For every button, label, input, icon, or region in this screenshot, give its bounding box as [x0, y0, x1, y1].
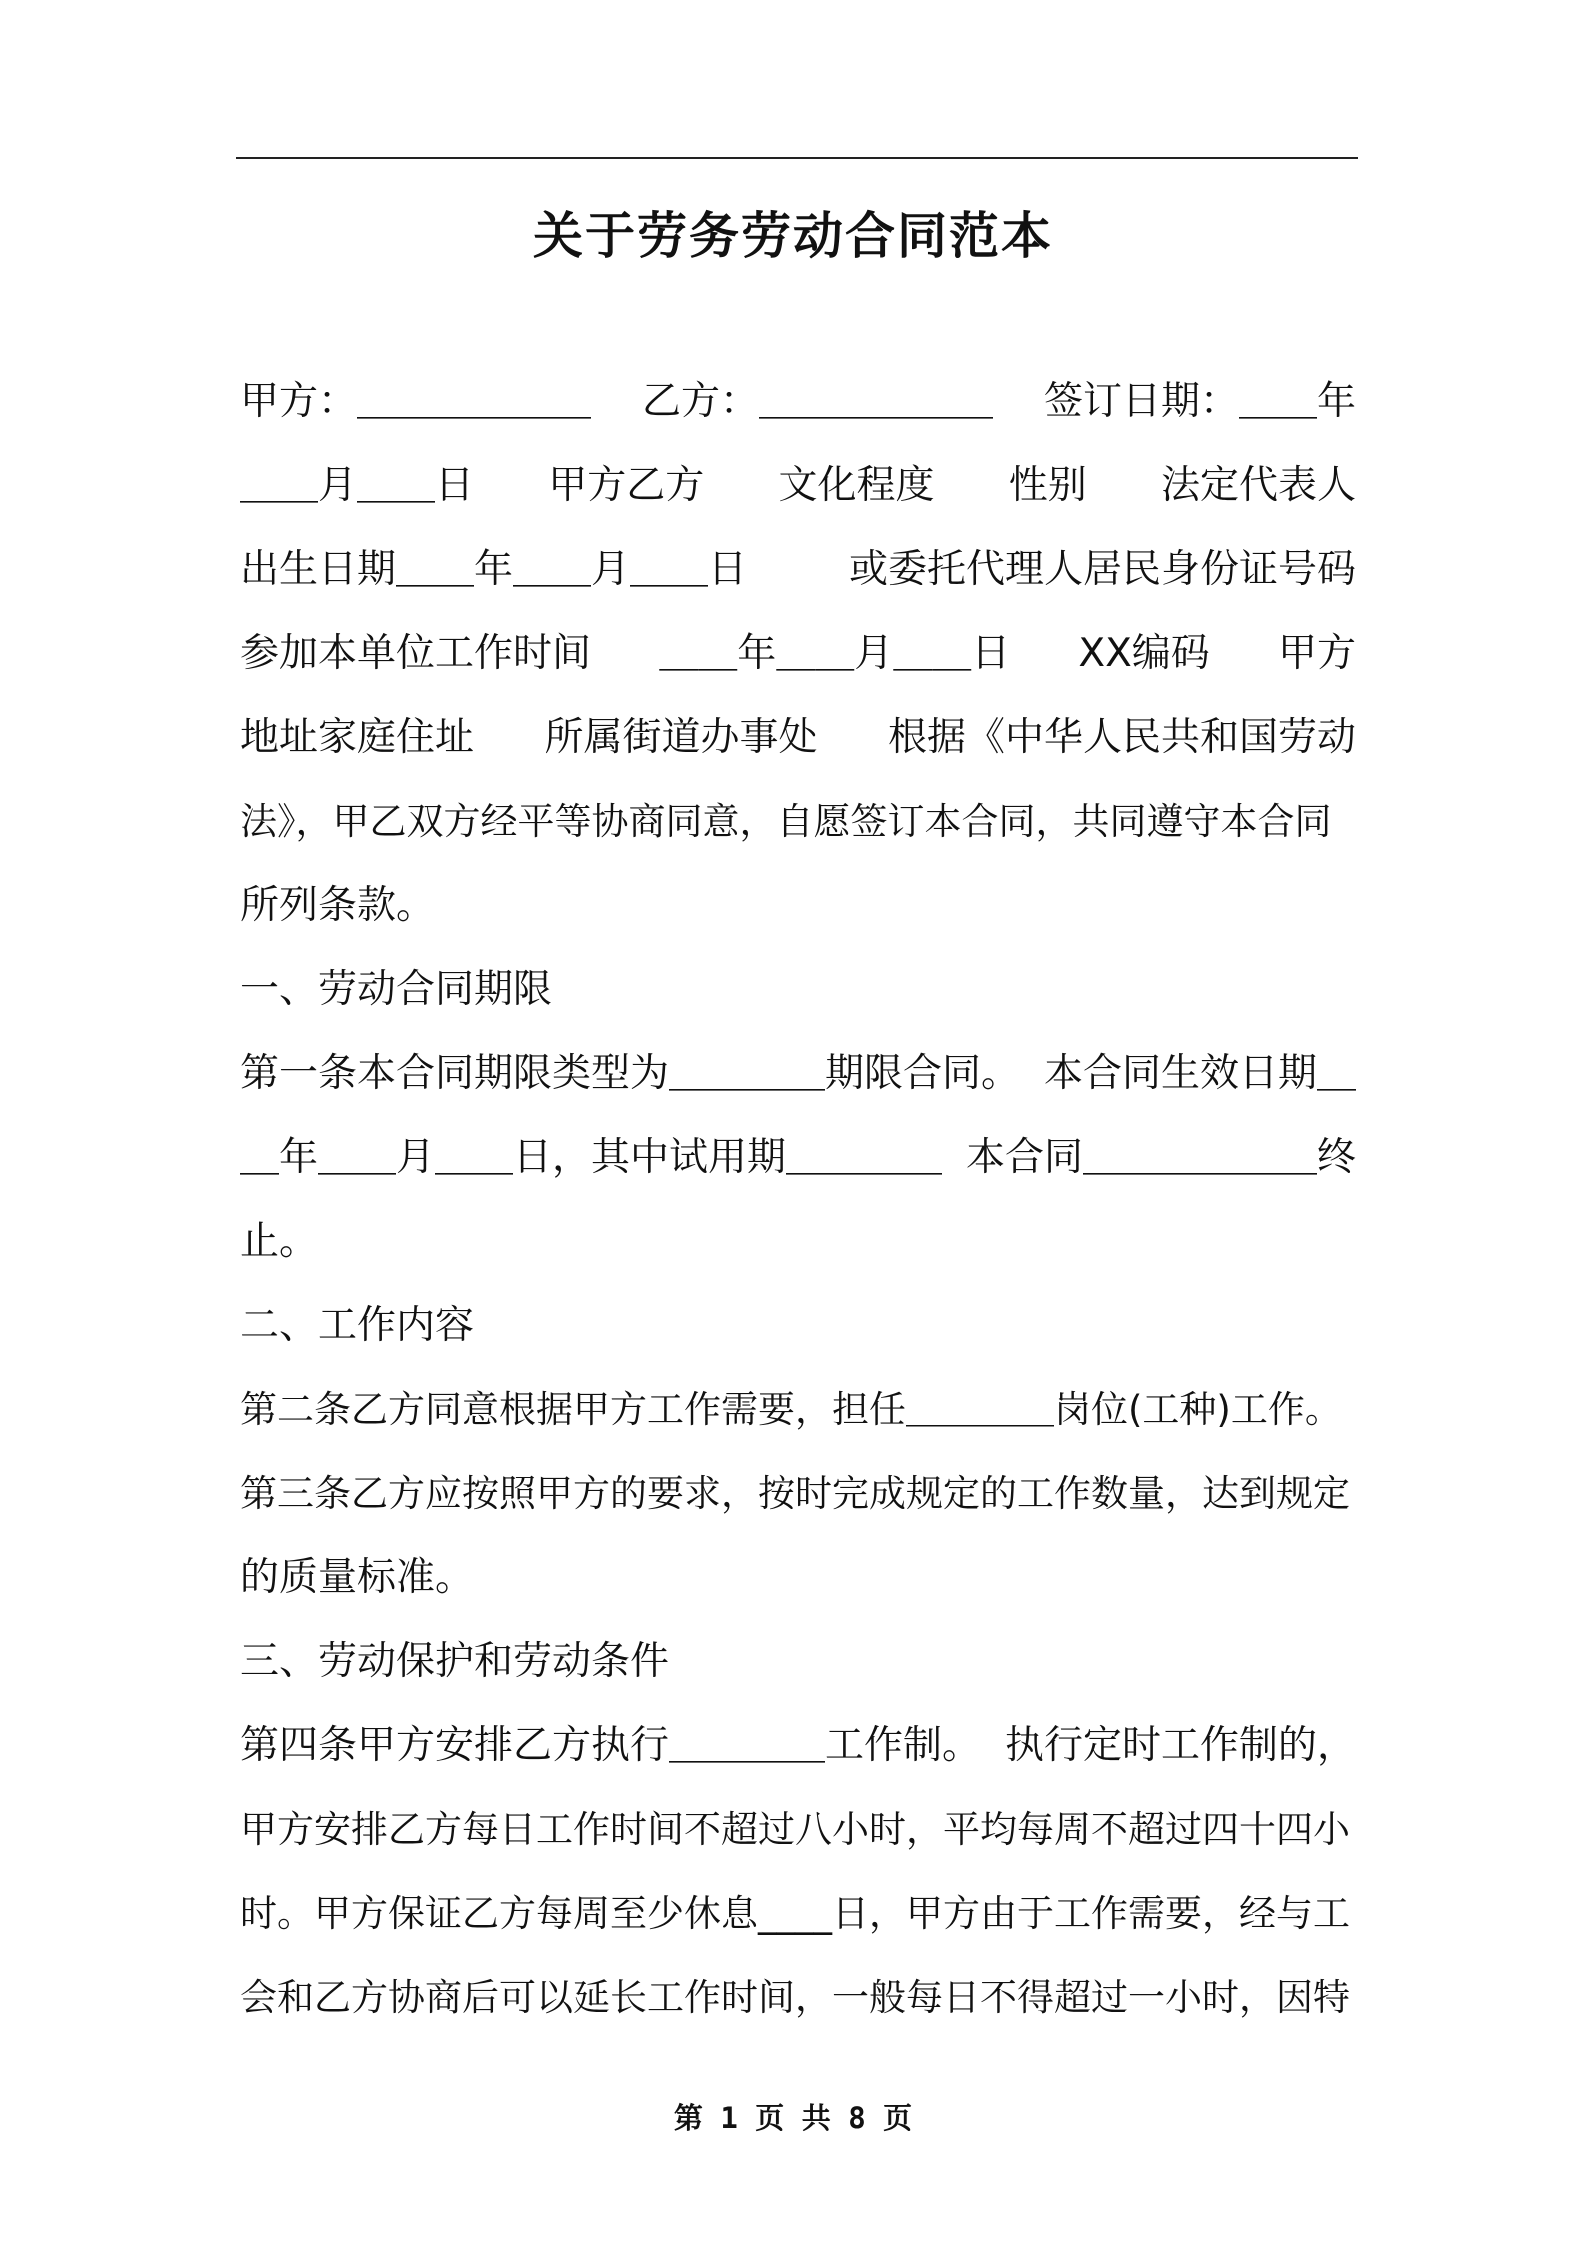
text-line [240, 1704, 1356, 1788]
text-line [240, 780, 1356, 864]
text-segment: XX编码 [1078, 631, 1210, 676]
text-line [240, 864, 1356, 948]
text-segment: 法》，甲乙双方经平等协商同意，自愿签订本合同，共同遵守本合同 [240, 800, 1332, 843]
text-line [240, 1872, 1356, 1956]
text-segment: 三、劳动保护和劳动条件 [240, 1639, 670, 1684]
text-segment: 第四条甲方安排乙方执行＿＿＿＿工作制。 [240, 1723, 982, 1768]
text-line [240, 1116, 1356, 1200]
text-segment: 所列条款。 [240, 883, 436, 928]
text-segment: 签订日期：＿＿年 [1043, 379, 1356, 424]
text-segment: 本合同＿＿＿＿＿＿终 [965, 1135, 1356, 1180]
text-segment: 参加本单位工作时间 [240, 631, 592, 676]
header-rule [236, 157, 1358, 159]
text-line [240, 696, 1356, 780]
text-segment: 甲方乙方 [548, 463, 705, 508]
text-segment: 地址家庭住址 [240, 715, 475, 760]
text-line [240, 1200, 1356, 1284]
text-segment: 第一条本合同期限类型为＿＿＿＿期限合同。 [240, 1051, 1021, 1096]
text-segment: 第三条乙方应按照甲方的要求，按时完成规定的工作数量，达到规定 [240, 1472, 1350, 1515]
text-line [240, 444, 1356, 528]
text-segment: 甲方：＿＿＿＿＿＿ [240, 379, 592, 424]
text-segment: 法定代表人 [1160, 463, 1356, 508]
section-heading [240, 1620, 1356, 1704]
page-footer: 第 1 页 共 8 页 [673, 2101, 913, 2135]
text-line [240, 528, 1356, 612]
text-segment: ＿＿月＿＿日 [240, 463, 475, 508]
text-line [240, 1452, 1356, 1536]
text-segment: 甲方安排乙方每日工作时间不超过八小时，平均每周不超过四十四小 [240, 1808, 1350, 1851]
text-segment: ＿年＿＿月＿＿日，其中试用期＿＿＿＿ [240, 1135, 943, 1180]
text-segment: 乙方：＿＿＿＿＿＿ [641, 379, 993, 424]
text-segment: 甲方 [1277, 631, 1356, 676]
text-segment: 会和乙方协商后可以延长工作时间，一般每日不得超过一小时，因特 [240, 1976, 1350, 2019]
text-segment: 根据《中华人民共和国劳动 [887, 715, 1356, 760]
text-segment: 所属街道办事处 [544, 715, 818, 760]
document-body [240, 360, 1356, 2040]
text-segment: 时。甲方保证乙方每周至少休息____日，甲方由于工作需要，经与工 [240, 1892, 1350, 1935]
section-heading [240, 1284, 1356, 1368]
text-segment: 止。 [240, 1219, 319, 1264]
text-segment: 一、劳动合同期限 [240, 967, 553, 1012]
text-line [240, 1788, 1356, 1872]
section-heading [240, 948, 1356, 1032]
text-line [240, 612, 1356, 696]
text-line [240, 1536, 1356, 1620]
text-line [240, 1032, 1356, 1116]
text-segment: 执行定时工作制的， [1004, 1723, 1356, 1768]
document-title: 关于劳务劳动合同范本 [533, 207, 1053, 265]
text-line [240, 1368, 1356, 1452]
text-line [240, 1956, 1356, 2040]
text-line [240, 360, 1356, 444]
text-segment: ＿＿年＿＿月＿＿日 [659, 631, 1011, 676]
text-segment: 的质量标准。 [240, 1555, 475, 1600]
text-segment: 或委托代理人居民身份证号码 [848, 547, 1356, 592]
text-segment: 出生日期＿＿年＿＿月＿＿日 [240, 547, 748, 592]
text-segment: 本合同生效日期＿ [1043, 1051, 1356, 1096]
text-segment: 二、工作内容 [240, 1303, 475, 1348]
text-segment: 文化程度 [778, 463, 935, 508]
text-segment: 性别 [1008, 463, 1087, 508]
text-segment: 第二条乙方同意根据甲方工作需要，担任＿＿＿＿岗位(工种)工作。 [240, 1388, 1342, 1431]
